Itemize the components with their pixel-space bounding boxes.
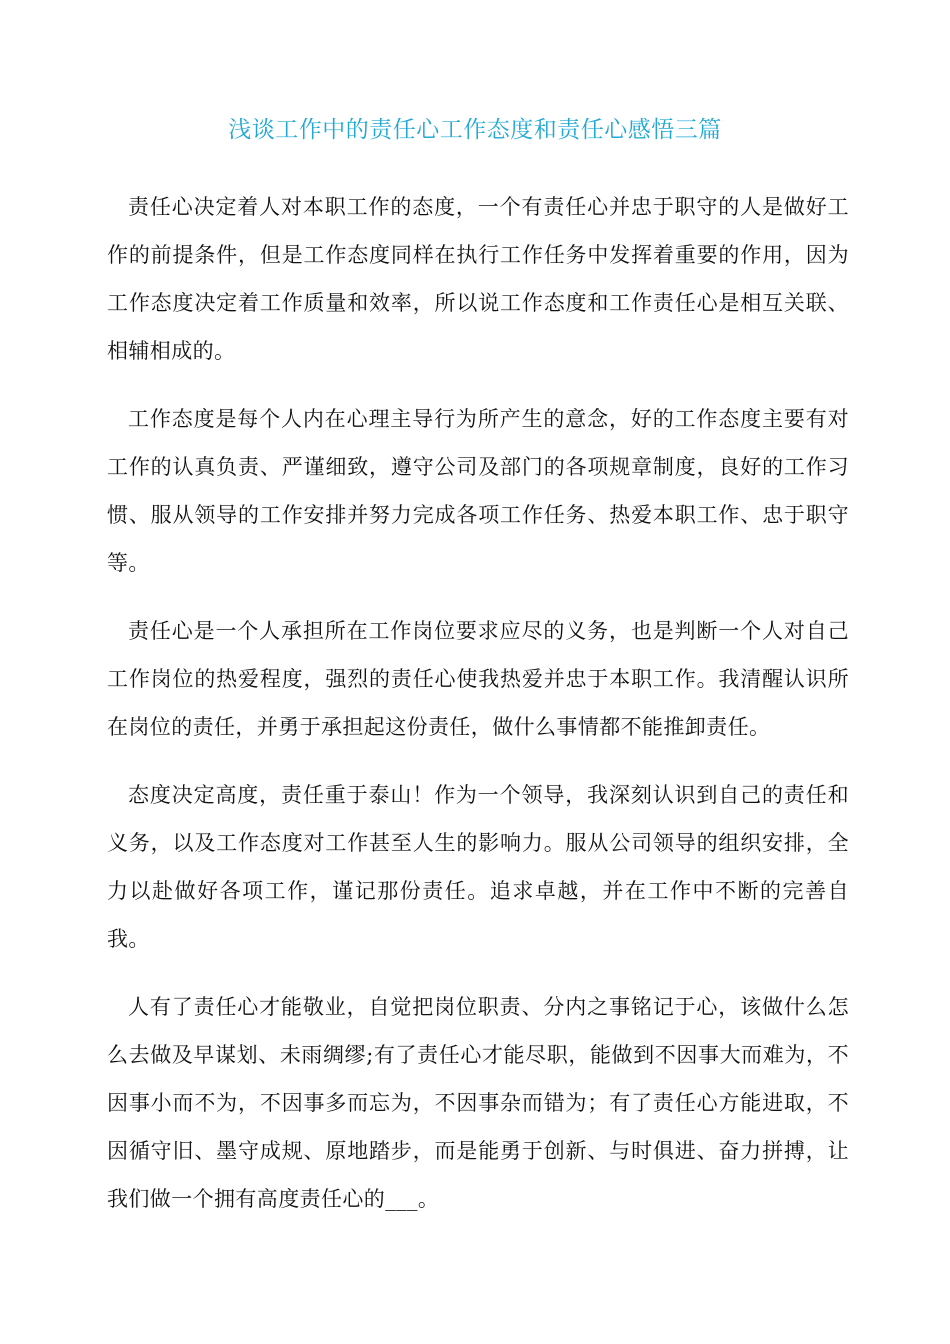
paragraph-4: 态度决定高度，责任重于泰山！作为一个领导，我深刻认识到自己的责任和义务，以及工作态度对工作甚至人生的影响力。服从公司领导的组织安排，全力以赴做好各项工作，谨记那份责任。追求卓越，并在工作中不断的完善自我。 — [107, 783, 849, 951]
paragraph-2: 工作态度是每个人内在心理主导行为所产生的意念，好的工作态度主要有对工作的认真负责、严谨细致，遵守公司及部门的各项规章制度，良好的工作习惯、服从领导的工作安排并努力完成各项工作任务、热爱本职工作、忠于职守等。 — [107, 407, 849, 575]
paragraph-5: 人有了责任心才能敬业，自觉把岗位职责、分内之事铭记于心，该做什么怎么去做及早谋划、未雨绸缪;有了责任心才能尽职，能做到不因事大而难为，不因事小而不为，不因事多而忘为，不因事杂而错为；有了责任心方能进取，不因循守旧、墨守成规、原地踏步，而是能勇于创新、与时俱进、奋力拼搏，让我们做一个拥有高度责任心的___。 — [107, 995, 849, 1211]
paragraph-3: 责任心是一个人承担所在工作岗位要求应尽的义务，也是判断一个人对自己工作岗位的热爱程度，强烈的责任心使我热爱并忠于本职工作。我清醒认识所在岗位的责任，并勇于承担起这份责任，做什么事情都不能推卸责任。 — [107, 619, 849, 739]
document-body — [107, 183, 849, 1243]
paragraph-1: 责任心决定着人对本职工作的态度，一个有责任心并忠于职守的人是做好工作的前提条件，但是工作态度同样在执行工作任务中发挥着重要的作用，因为工作态度决定着工作质量和效率，所以说工作态度和工作责任心是相互关联、相辅相成的。 — [107, 195, 849, 363]
document-title: 浅谈工作中的责任心工作态度和责任心感悟三篇 — [228, 117, 722, 143]
